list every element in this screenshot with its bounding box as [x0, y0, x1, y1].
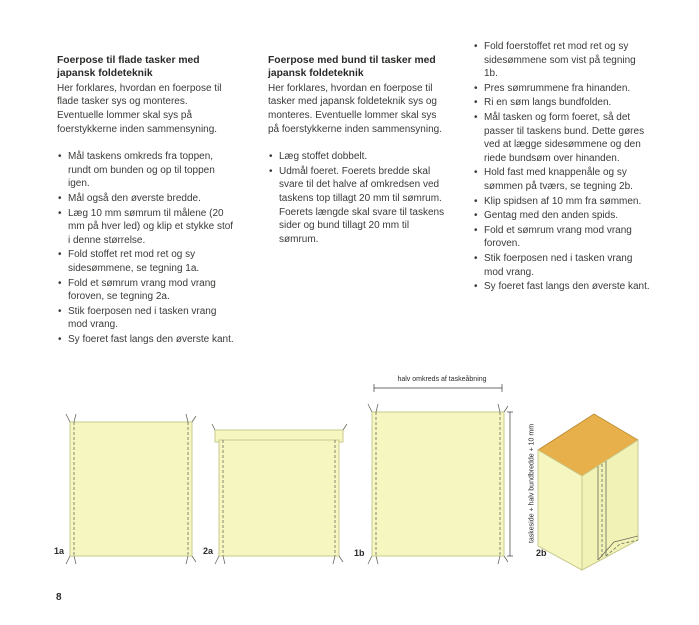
figure-label: 2a	[203, 546, 214, 556]
list-item: • Ri en søm langs bundfolden.	[473, 96, 651, 110]
list-item: • Læg stoffet dobbelt.	[268, 150, 446, 164]
list-item: • Fold et sømrum vrang mod vrang forοven.	[473, 224, 651, 251]
text-column-2	[268, 54, 446, 247]
lining-flat-sewn-illustration	[62, 412, 202, 572]
list-item: • Udmål foeret. Foerets bredde skal svare til det halve af omkredsen ved taskens top tillagt 20 mm til sømrum. Foerets længde skal svare til taskens sider og bund tillagt 20 mm til sømrum.	[268, 165, 446, 247]
list-item: • Stik foerposen ned i tasken vrang mod vrang.	[57, 305, 235, 332]
figure-label: 1a	[54, 546, 65, 556]
figure-label: 2b	[536, 548, 547, 558]
figure-2b	[534, 410, 644, 580]
section-heading: Foerpose til flade tasker med japansk foldeteknik	[57, 55, 200, 80]
list-item: • Hold fast med knappenåle og sy sømmen på tværs, se tegning 2b.	[473, 166, 651, 193]
list-item: • Fold foerstoffet ret mod ret og sy sidesømmene som vist på tegning 1b.	[473, 40, 651, 81]
instruction-list	[57, 150, 235, 346]
figure-2a	[203, 418, 351, 572]
page-number: 8	[56, 592, 62, 603]
list-item: • Sy foeret fast langs den øverste kant.	[57, 333, 235, 347]
intro-paragraph: Her forklares, hvordan en foerpose til tasker med japansk foldeteknik sys og monteres. Eventuelle lommer skal sys på foerstykkerne inden sammensyning.	[268, 82, 442, 135]
instruction-list	[268, 150, 446, 246]
list-item: • Fold et sømrum vrang mod vrang forοven, se tegning 2a.	[57, 277, 235, 304]
text-column-1	[57, 54, 235, 348]
height-dimension-label: taskeside + halv bundbredde + 10 mm	[528, 423, 536, 544]
intro-paragraph: Her forklares, hvordan en foerpose til flade tasker sys og monteres. Eventuelle lommer skal sys på foerstykkerne inden sammensyning.	[57, 82, 222, 135]
instruction-list	[473, 40, 651, 294]
lining-folded-top-illustration	[211, 418, 351, 572]
list-item: • Klip spidsen af 10 mm fra sømmen.	[473, 195, 651, 209]
section-heading: Foerpose med bund til tasker med japansk foldeteknik	[268, 55, 436, 80]
lining-with-base-sewn-illustration	[366, 376, 516, 572]
width-dimension-label: halv omkreds af taskeåbning	[397, 376, 487, 383]
list-item: • Gentag med den anden spids.	[473, 209, 651, 223]
list-item: • Mål taskens omkreds fra toppen, rundt om bunden og op til toppen igen.	[57, 150, 235, 191]
figure-label: 1b	[354, 548, 365, 558]
list-item: • Pres sømrummene fra hinanden.	[473, 82, 651, 96]
list-item: • Mål også den øverste bredde.	[57, 192, 235, 206]
figure-1b	[354, 376, 536, 572]
list-item: • Fold stoffet ret mod ret og sy sidesømmene, se tegning 1a.	[57, 248, 235, 275]
list-item: • Læg 10 mm sømrum til målene (20 mm på hver led) og klip et stykke stof i denne størrelse.	[57, 207, 235, 248]
text-column-3	[473, 40, 651, 295]
list-item: • Stik foerposen ned i tasken vrang mod vrang.	[473, 252, 651, 279]
list-item: • Sy foeret fast langs den øverste kant.	[473, 280, 651, 294]
figure-1a	[54, 412, 202, 572]
lining-box-corner-illustration	[534, 410, 644, 580]
list-item: • Mål tasken og form foeret, så det passer til taskens bund. Dette gøres ved at lægge sidesømmene og den riede bundsøm over hinanden.	[473, 111, 651, 165]
